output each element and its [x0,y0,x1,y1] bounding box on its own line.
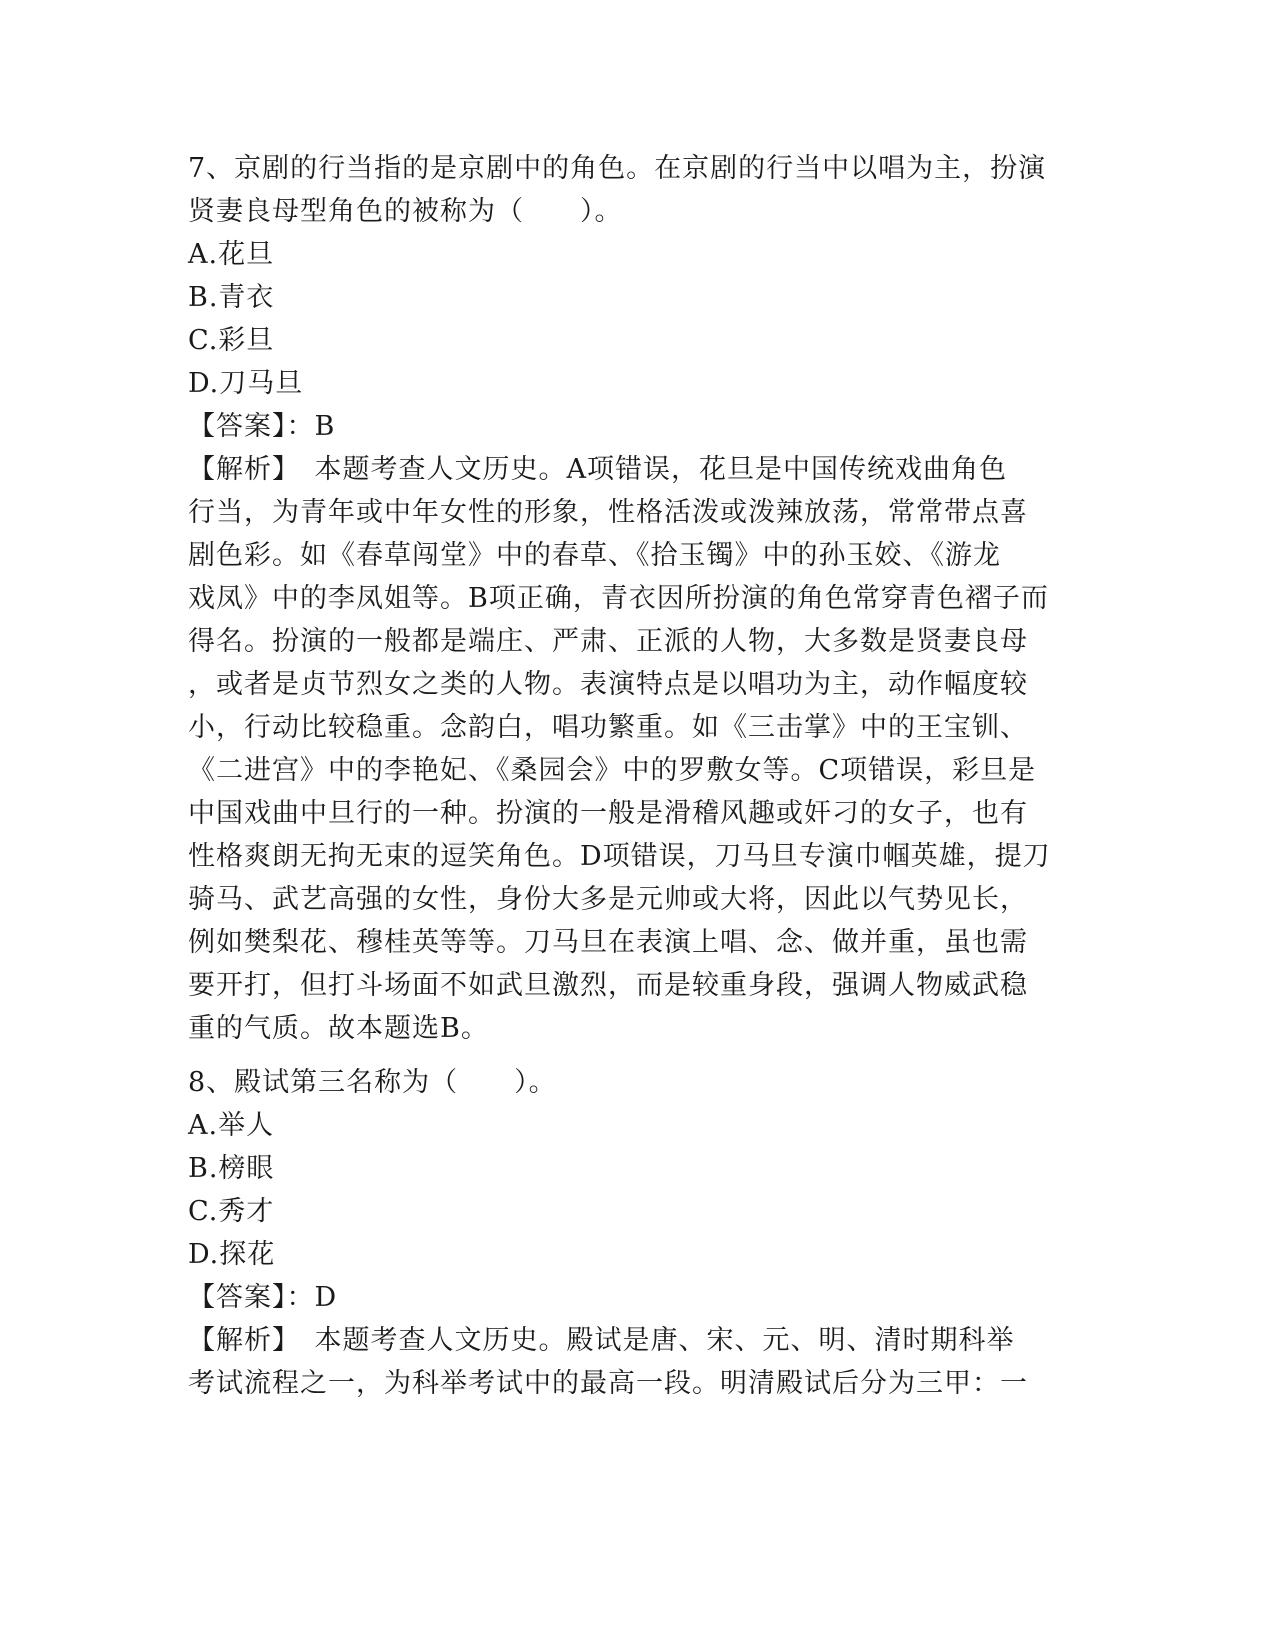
document-page [188,147,1088,1405]
question-7 [188,147,1088,1050]
analysis-line: 行当，为青年或中年女性的形象，性格活泼或泼辣放荡，常常带点喜 [188,497,1028,528]
analysis-line: 性格爽朗无拘无束的逗笑角色。D项错误，刀马旦专演巾帼英雄，提刀 [188,841,1051,872]
analysis-line: ，或者是贞节烈女之类的人物。表演特点是以唱功为主，动作幅度较 [188,669,1028,700]
analysis-line: 重的气质。故本题选B。 [188,1013,489,1044]
answer-line: 【答案】：B [188,411,336,442]
analysis-line: 骑马、武艺高强的女性，身份大多是元帅或大将，因此以气势见长， [188,884,1028,915]
analysis-line: 【解析】 本题考查人文历史。殿试是唐、宋、元、明、清时期科举 [188,1325,1015,1356]
analysis-line: 得名。扮演的一般都是端庄、严肃、正派的人物，大多数是贤妻良母 [188,626,1028,657]
analysis-line: 例如樊梨花、穆桂英等等。刀马旦在表演上唱、念、做并重，虽也需 [188,927,1028,958]
analysis-line: 要开打，但打斗场面不如武旦激烈，而是较重身段，强调人物威武稳 [188,970,1028,1001]
option-c: C.彩旦 [188,325,275,356]
analysis-line: 中国戏曲中旦行的一种。扮演的一般是滑稽风趣或奸刁的女子，也有 [188,798,1028,829]
analysis-line: 戏凤》中的李凤姐等。B项正确，青衣因所扮演的角色常穿青色褶子而 [188,583,1049,614]
option-d: D.刀马旦 [188,368,304,399]
analysis-line: 剧色彩。如《春草闯堂》中的春草、《拾玉镯》中的孙玉姣、《游龙 [188,540,1001,571]
option-a: A.花旦 [188,239,275,270]
analysis-line: 小，行动比较稳重。念韵白，唱功繁重。如《三击掌》中的王宝钏、 [188,712,1028,743]
analysis-line: 【解析】 本题考查人文历史。A项错误，花旦是中国传统戏曲角色 [188,454,1007,485]
option-b: B.榜眼 [188,1153,275,1184]
question-stem: 7、京剧的行当指的是京剧中的角色。在京剧的行当中以唱为主，扮演 [188,153,1047,184]
option-d: D.探花 [188,1239,276,1270]
option-b: B.青衣 [188,282,275,313]
analysis-line: 《二进宫》中的李艳妃、《桑园会》中的罗敷女等。C项错误，彩旦是 [188,755,1037,786]
question-8 [188,1061,1088,1405]
option-c: C.秀才 [188,1196,275,1227]
question-stem: 8、殿试第三名称为（ ）。 [188,1067,557,1098]
option-a: A.举人 [188,1110,275,1141]
analysis-line: 考试流程之一，为科举考试中的最高一段。明清殿试后分为三甲：一 [188,1368,1028,1399]
answer-line: 【答案】：D [188,1282,338,1313]
question-stem: 贤妻良母型角色的被称为（ ）。 [188,196,623,227]
